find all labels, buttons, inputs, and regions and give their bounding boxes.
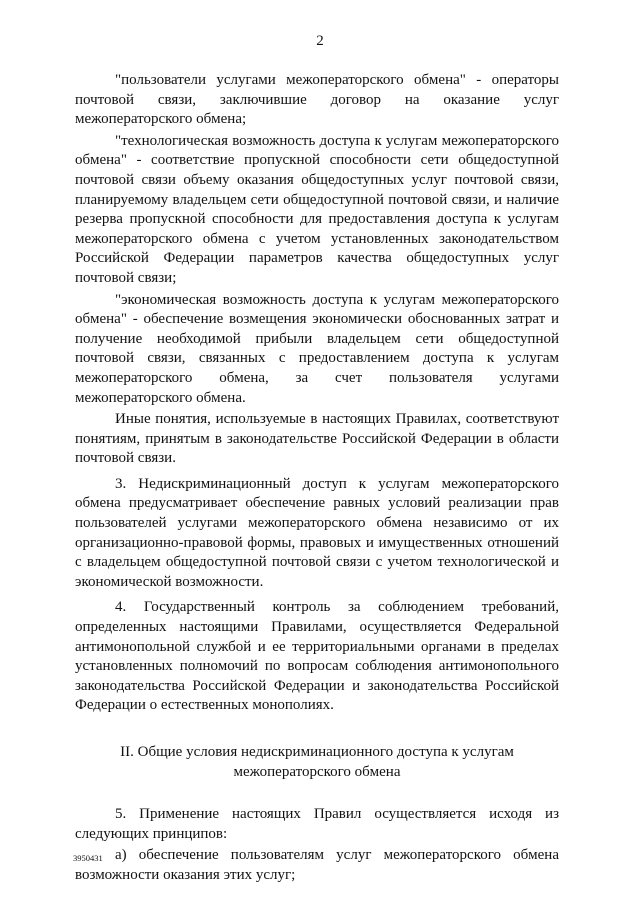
paragraph-4: 4. Государственный контроль за соблюдением требований, определенных настоящими Правилами, осуществляется Федеральной антимонопольной службой и ее территориальными органами в пределах установленных полномочий по вопросам соблюдения антимонопольного законодательства Российской Федерации и законодательства Российской Федерации о естественных монополиях. [75,599,559,714]
section-heading-line-1: II. Общие условия недискриминационного доступа к услугам [120,744,514,760]
paragraph-5a: а) обеспечение пользователям услуг межоператорского обмена возможности оказания этих услуг; [75,847,559,883]
paragraph-3: 3. Недискриминационный доступ к услугам межоператорского обмена предусматривает обеспечение равных условий реализации прав пользователей услугами межоператорского обмена независимо от их организационно-правовой формы, правовых и имущественных отношений с владельцем общедоступной почтовой связи с учетом технологической и экономической возможности. [75,475,559,590]
page-number: 2 [316,33,324,49]
section-heading [75,742,559,782]
definition-technological-possibility: "технологическая возможность доступа к услугам межоператорского обмена" - соответствие пропускной способности сети общедоступной почтовой связи объему оказания общедоступных услуг почтовой связи, планируемому владельцем сети общедоступной почтовой связи, и наличие резерва пропускной способности для предоставления доступа к услугам межоператорского обмена с учетом установленных законодательством Российской Федерации параметров качества общедоступных услуг почтовой связи; [75,132,559,286]
document-body [75,71,559,891]
section-heading-line-2: межоператорского обмена [233,764,401,780]
document-code: 3950431 [73,853,103,863]
paragraph-5: 5. Применение настоящих Правил осуществляется исходя из следующих принципов: [75,806,559,842]
paragraph-other-terms: Иные понятия, используемые в настоящих Правилах, соответствуют понятиям, принятым в законодательстве Российской Федерации в области почтовой связи. [75,411,559,467]
definition-economic-possibility: "экономическая возможность доступа к услугам межоператорского обмена" - обеспечение возмещения экономически обоснованных затрат и получение необходимой прибыли владельцем сети общедоступной почтовой связи, связанных с предоставлением доступа к услугам межоператорского обмена, за счет пользователя услугами межоператорского обмена. [75,291,559,406]
definition-users: "пользователи услугами межоператорского обмена" - операторы почтовой связи, заключившие договор на оказание услуг межоператорского обмена; [75,72,559,128]
